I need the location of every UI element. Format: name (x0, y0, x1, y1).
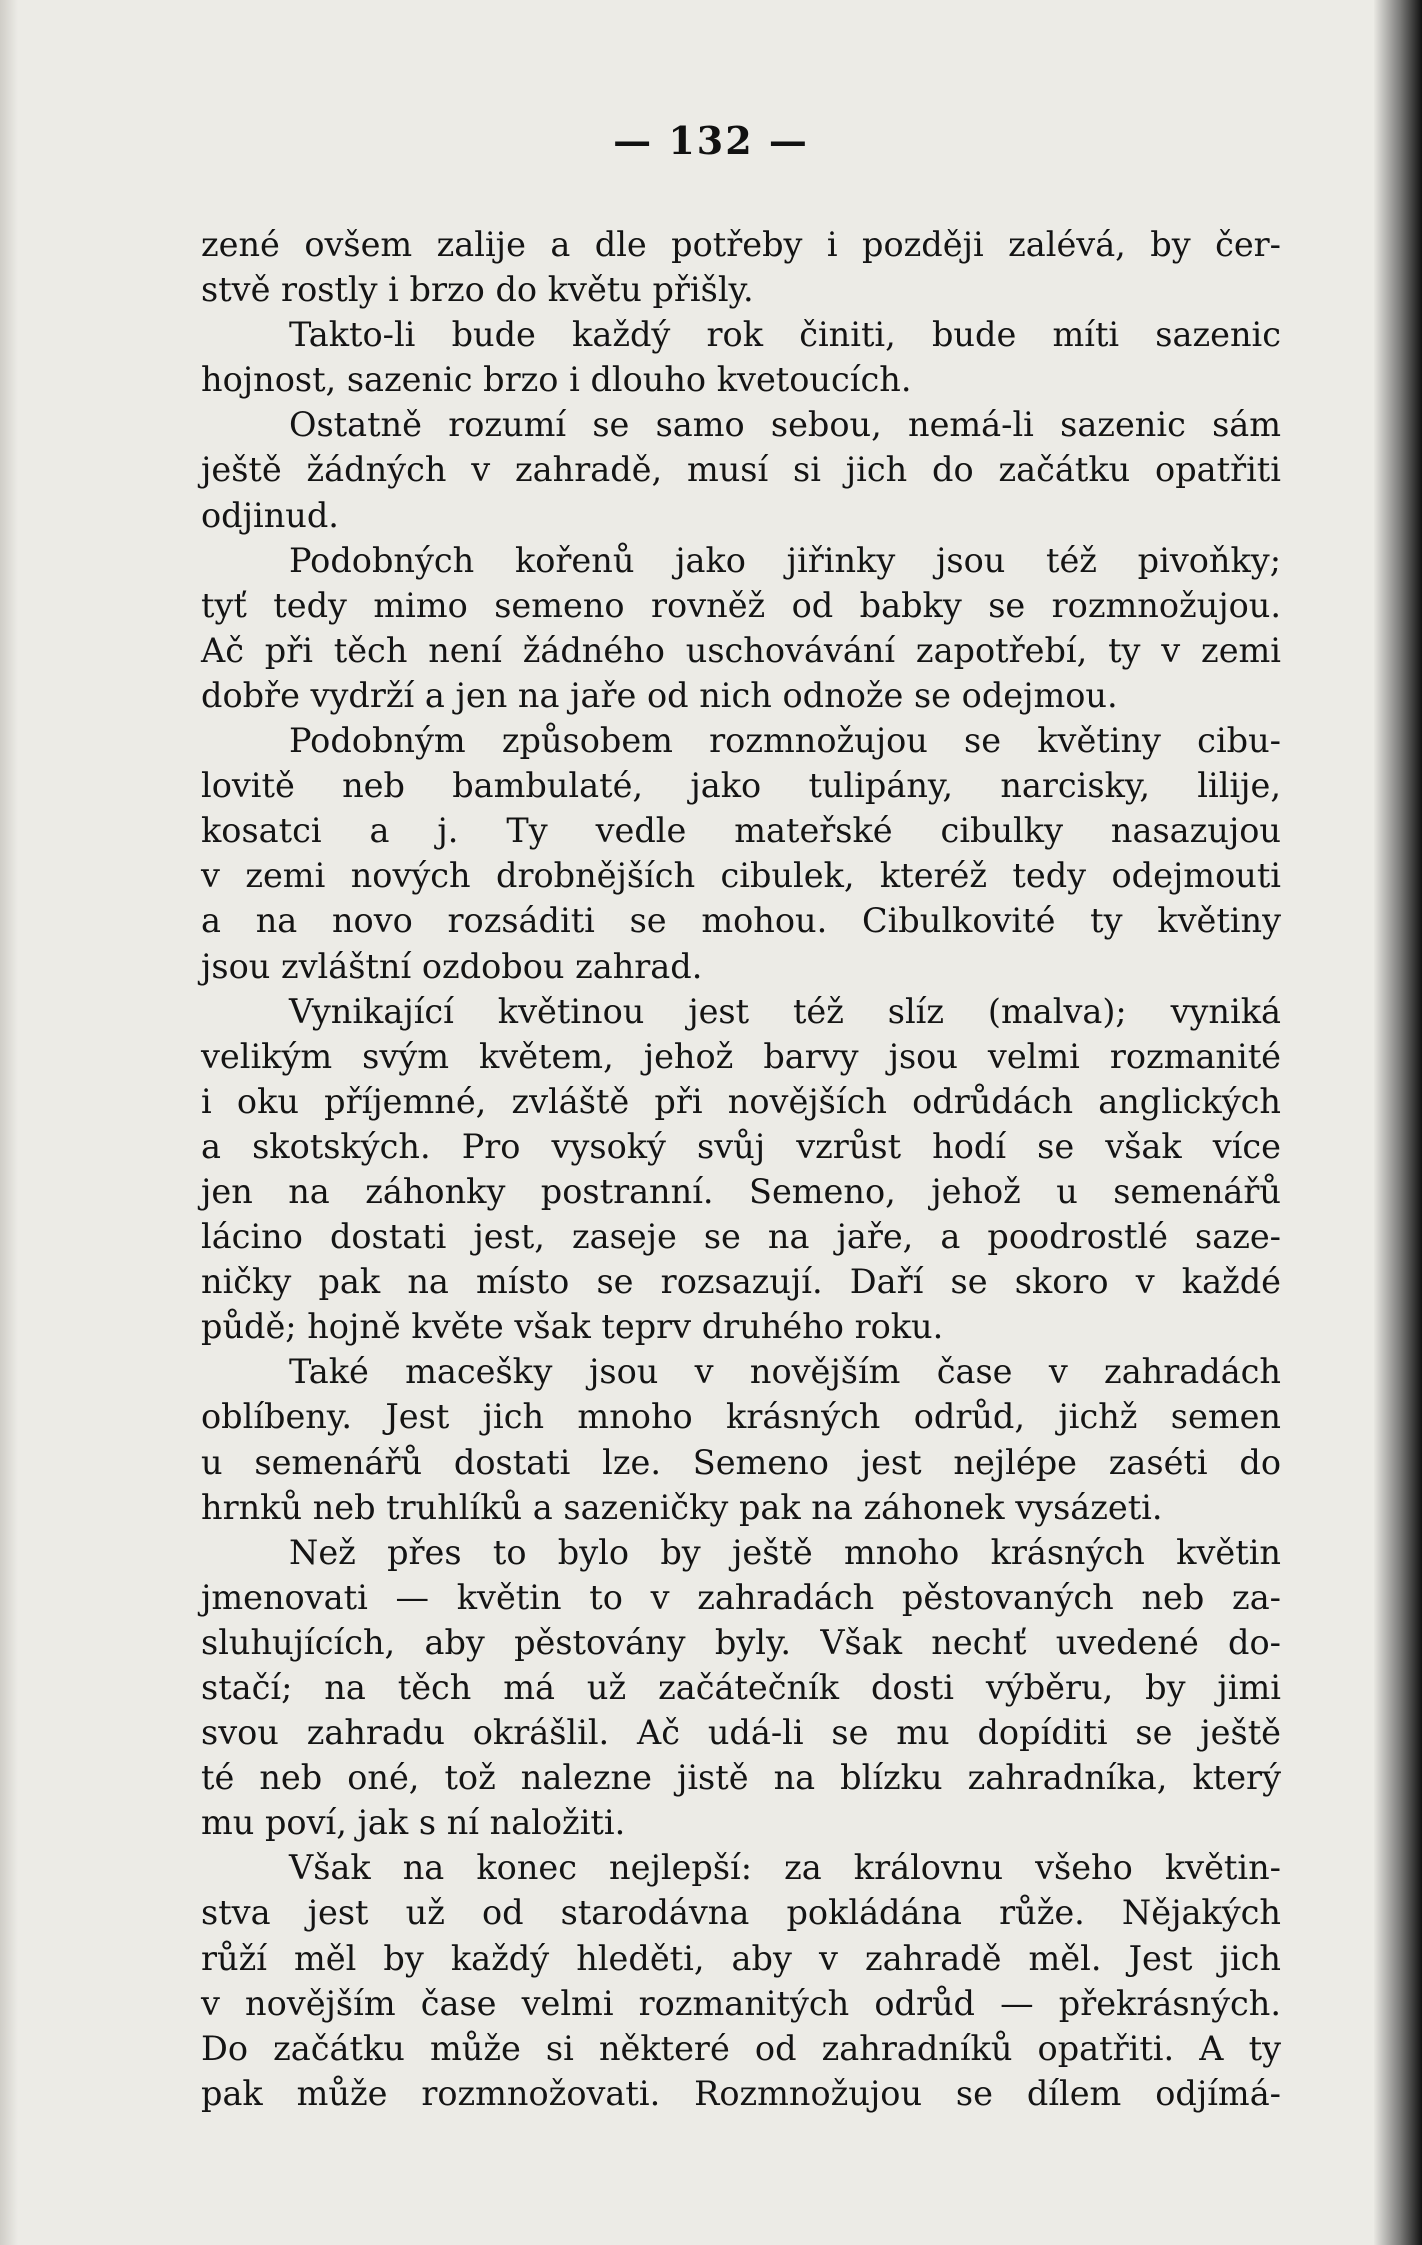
text-line: v novějším čase velmi rozmanitých odrůd — překrásných. (201, 1983, 1281, 2023)
text-line: dobře vydrží a jen na jaře od nich odnože se odejmou. (201, 675, 1118, 715)
text-line: v zemi nových drobnějších cibulek, kteréž tedy odejmouti (201, 856, 1281, 896)
text-line: Podobným způsobem rozmnožujou se květiny cibu- (289, 721, 1281, 761)
text-line: stvě rostly i brzo do květu přišly. (201, 270, 754, 310)
text-line: a na novo rozsáditi se mohou. Cibulkovité ty květiny (201, 901, 1281, 941)
text-line: pak může rozmnožovati. Rozmnožujou se dílem odjímá- (201, 2073, 1281, 2113)
text-line: i oku příjemné, zvláště při novějších odrůdách anglických (201, 1081, 1281, 1121)
text-line: Podobných kořenů jako jiřinky jsou též pivoňky; (289, 540, 1281, 580)
text-line: Však na konec nejlepší: za královnu všeho květin- (289, 1848, 1281, 1888)
page-binding-shadow (1374, 0, 1422, 2245)
text-line: Ostatně rozumí se samo sebou, nemá-li sazenic sám (289, 405, 1281, 445)
text-line: jen na záhonky postranní. Semeno, jehož u semenářů (201, 1171, 1281, 1211)
text-line: hojnost, sazenic brzo i dlouho kvetoucích. (201, 360, 912, 400)
text-line: Než přes to bylo by ještě mnoho krásných květin (289, 1532, 1281, 1572)
text-line: Vynikající květinou jest též slíz (malva); vyniká (289, 991, 1281, 1031)
text-line: Takto-li bude každý rok činiti, bude míti sazenic (289, 315, 1281, 355)
text-line: u semenářů dostati lze. Semeno jest nejlépe zaséti do (201, 1442, 1281, 1482)
text-line: sluhujících, aby pěstovány byly. Však nechť uvedené do- (201, 1622, 1281, 1662)
text-line: zené ovšem zalije a dle potřeby i později zalévá, by čer- (201, 225, 1281, 264)
text-line: té neb oné, tož nalezne jistě na blízku zahradníka, který (201, 1758, 1281, 1798)
text-line: lácino dostati jest, zaseje se na jaře, a poodrostlé saze- (201, 1217, 1281, 1257)
text-line: Také maceškу jsou v novějším čase v zahradách (289, 1352, 1281, 1392)
text-line: tyť tedy mimo semeno rovněž od babky se rozmnožujou. (201, 585, 1281, 625)
text-line: a skotských. Pro vysoký svůj vzrůst hodí se však více (201, 1126, 1281, 1166)
text-line: ještě žádných v zahradě, musí si jich do začátku opatřiti (201, 450, 1281, 490)
text-line: půdě; hojně květe však teprv druhého roku. (201, 1307, 944, 1347)
text-line: růží měl by každý hleděti, aby v zahradě měl. Jest jich (201, 1938, 1281, 1978)
page-number: — 132 — (613, 118, 809, 163)
text-line: jmenovati — květin to v zahradách pěstovaných neb za- (201, 1577, 1281, 1617)
text-line: lovitě neb bambulaté, jako tulipány, narcisky, lilije, (201, 766, 1281, 806)
text-line: stačí; na těch má už začátečník dosti výběru, by jimi (201, 1668, 1281, 1707)
text-line: jsou zvláštní ozdobou zahrad. (201, 946, 703, 986)
text-line: Do začátku může si některé od zahradníků opatřiti. A ty (201, 2028, 1281, 2068)
text-line: velikým svým květem, jehož barvy jsou velmi rozmanité (201, 1036, 1281, 1076)
page-left-edge (0, 0, 18, 2245)
text-line: mu poví, jak s ní naložiti. (201, 1803, 626, 1843)
text-line: stva jest už od starodávna pokládána růže. Nějakých (201, 1893, 1281, 1933)
text-line: odjinud. (201, 495, 339, 535)
text-line: kosatci a j. Ty vedle mateřské cibulky nasazujou (201, 811, 1281, 851)
text-line: Ač při těch není žádného uschovávání zapotřebí, ty v zemi (201, 630, 1281, 670)
text-line: ničky pak na místo se rozsazují. Daří se skoro v každé (201, 1262, 1281, 1302)
body-text (201, 222, 1281, 2116)
text-line: svou zahradu okrášlil. Ač udá-li se mu dopíditi se ještě (201, 1713, 1281, 1753)
text-line: hrnků neb truhlíků a sazeničky pak na záhonek vysázeti. (201, 1487, 1163, 1527)
text-line: oblíbeny. Jest jich mnoho krásných odrůd, jichž semen (201, 1397, 1281, 1437)
